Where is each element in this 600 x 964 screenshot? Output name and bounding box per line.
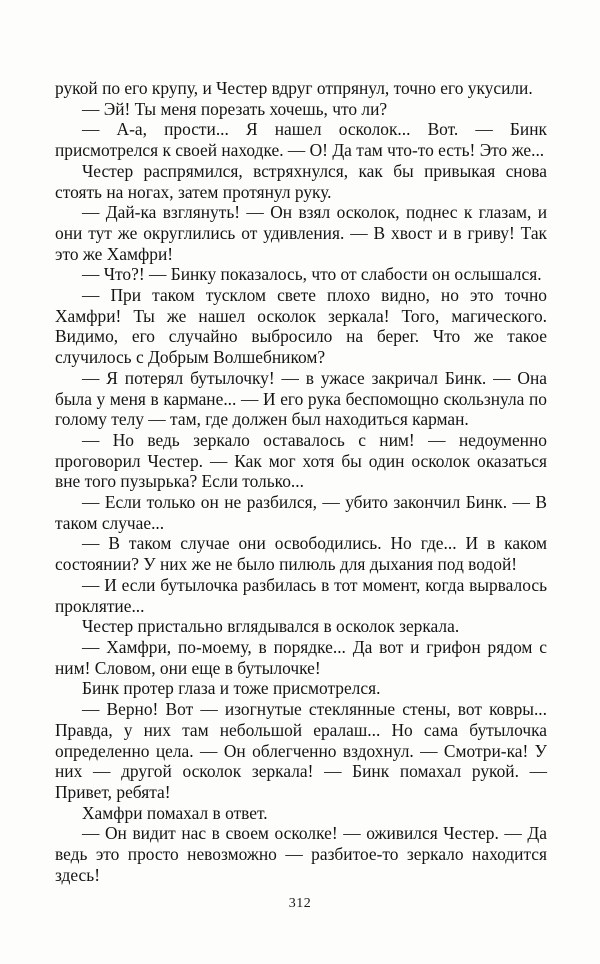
page-number: 312 — [288, 896, 312, 911]
paragraph-17: Хамфри помахал в ответ. — [82, 802, 268, 823]
paragraph-9: — Но ведь зеркало оставалось с ним! — недоуменно проговорил Честер. — Как мог хотя бы один осколок оказаться вне того пузырька? Если только... — [55, 429, 547, 492]
paragraph-12: — И если бутылочка разбилась в тот момент, когда вырвалось проклятие... — [55, 574, 547, 616]
paragraph-18: — Он видит нас в своем осколке! — оживился Честер. — Да ведь это просто невозможно — разбитое-то зеркало находится здесь! — [55, 823, 547, 885]
paragraph-10: — Если только он не разбился, — убито закончил Бинк. — В таком случае... — [55, 492, 547, 533]
paragraph-1: рукой по его крупу, и Честер вдруг отпрянул, точно его укусили. — [55, 78, 533, 98]
paragraph-16: — Верно! Вот — изогнутые стеклянные стены, вот ковры... Правда, у них там небольшой ералаш... Но сама бутылочка определенно цела. — Он облегченно вздохнул. — Смотри-ка! У них — другой осколок зеркала! — Бинк помахал рукой. — Привет, ребята! — [55, 699, 547, 802]
paragraph-15: Бинк протер глаза и тоже присмотрелся. — [82, 678, 381, 699]
paragraph-7: — При таком тусклом свете плохо видно, но это точно Хамфри! Ты же нашел осколок зеркала! Того, магического. Видимо, его случайно выбросило на берег. Что же такое случилось с Добрым Волшебником? — [55, 285, 547, 368]
paragraph-14: — Хамфри, по-моему, в порядке... Да вот и грифон рядом с ним! Словом, они еще в бутылочке! — [55, 636, 547, 678]
paragraph-5: — Дай-ка взглянуть! — Он взял осколок, поднес к глазам, и они тут же округлились от удивления. — В хвост и в гриву! Так это же Хамфри! — [55, 202, 547, 264]
paragraph-4: Честер распрямился, встряхнулся, как бы привыкая снова стоять на ногах, затем протянул руку. — [55, 160, 547, 202]
paragraph-2: — Эй! Ты меня порезать хочешь, что ли? — [82, 98, 388, 119]
paragraph-3: — А-а, прости... Я нашел осколок... Вот. — Бинк присмотрелся к своей находке. — О! Да там что-то есть! Это же... — [55, 119, 547, 161]
page-text — [55, 78, 547, 885]
paragraph-13: Честер пристально вглядывался в осколок зеркала. — [82, 616, 460, 637]
paragraph-8: — Я потерял бутылочку! — в ужасе закричал Бинк. — Она была у меня в кармане... — И его рука беспомощно скользнула по голому телу — там, где должен был находиться карман. — [55, 367, 547, 430]
paragraph-11: — В таком случае они освободились. Но где... И в каком состоянии? У них же не было пилюль для дыхания под водой! — [55, 533, 547, 575]
paragraph-6: — Что?! — Бинку показалось, что от слабости он ослышался. — [82, 264, 542, 285]
